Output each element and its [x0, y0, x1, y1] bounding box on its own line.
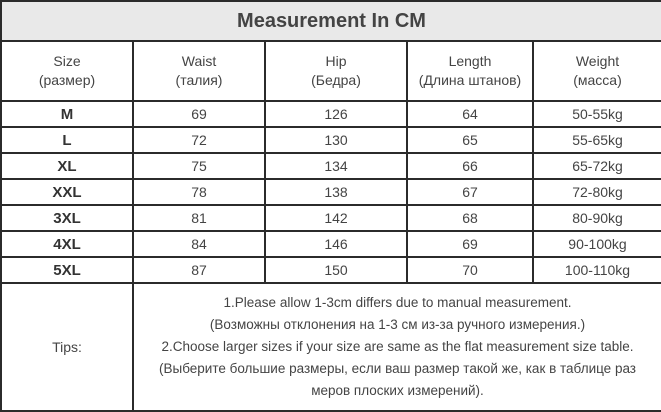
length-cell: 68	[407, 205, 533, 231]
header-size-ru: (размер)	[38, 72, 96, 88]
size-cell: 3XL	[1, 205, 133, 231]
weight-cell: 55-65kg	[533, 127, 661, 153]
tips-label: Tips:	[1, 283, 133, 411]
table-row	[1, 257, 661, 283]
waist-cell: 75	[133, 153, 265, 179]
tip-line-2: 2.Choose larger sizes if your size are same as the flat measurement size table.	[161, 339, 634, 354]
size-cell: 4XL	[1, 231, 133, 257]
header-weight-ru: (масса)	[573, 72, 622, 88]
header-hip-en: Hip	[325, 53, 347, 69]
tip-line-2-ru-cont: меров плоских измерений).	[311, 383, 484, 398]
header-row	[1, 41, 661, 101]
header-hip	[265, 41, 407, 101]
length-cell: 64	[407, 101, 533, 127]
header-size-en: Size	[53, 53, 81, 69]
waist-cell: 69	[133, 101, 265, 127]
waist-cell: 78	[133, 179, 265, 205]
hip-cell: 134	[265, 153, 407, 179]
header-length-ru: (Длина штанов)	[418, 72, 522, 88]
table-row	[1, 205, 661, 231]
header-hip-ru: (Бедра)	[311, 72, 361, 88]
table-row	[1, 179, 661, 205]
waist-cell: 87	[133, 257, 265, 283]
hip-cell: 138	[265, 179, 407, 205]
hip-cell: 130	[265, 127, 407, 153]
hip-cell: 142	[265, 205, 407, 231]
table-row	[1, 127, 661, 153]
weight-cell: 72-80kg	[533, 179, 661, 205]
table-row	[1, 153, 661, 179]
waist-cell: 84	[133, 231, 265, 257]
tip-line-2-ru: (Выберите большие размеры, если ваш размер такой же, как в таблице раз	[158, 361, 636, 376]
header-waist-ru: (талия)	[175, 72, 223, 88]
hip-cell: 150	[265, 257, 407, 283]
header-length-en: Length	[448, 53, 492, 69]
size-cell: L	[1, 127, 133, 153]
weight-cell: 90-100kg	[533, 231, 661, 257]
table-title: Measurement In CM	[1, 1, 661, 41]
size-cell: 5XL	[1, 257, 133, 283]
header-length	[407, 41, 533, 101]
tips-row	[1, 283, 661, 411]
size-cell: M	[1, 101, 133, 127]
weight-cell: 65-72kg	[533, 153, 661, 179]
length-cell: 67	[407, 179, 533, 205]
length-cell: 70	[407, 257, 533, 283]
header-weight-en: Weight	[575, 53, 620, 69]
tip-line-1: 1.Please allow 1-3cm differs due to manual measurement.	[223, 295, 572, 310]
hip-cell: 126	[265, 101, 407, 127]
hip-cell: 146	[265, 231, 407, 257]
header-size	[1, 41, 133, 101]
table-row	[1, 101, 661, 127]
size-cell: XL	[1, 153, 133, 179]
waist-cell: 81	[133, 205, 265, 231]
tip-line-1-ru: (Возможны отклонения на 1-3 см из-за ручного измерения.)	[209, 317, 586, 332]
header-waist	[133, 41, 265, 101]
length-cell: 65	[407, 127, 533, 153]
weight-cell: 100-110kg	[533, 257, 661, 283]
waist-cell: 72	[133, 127, 265, 153]
length-cell: 69	[407, 231, 533, 257]
header-waist-en: Waist	[181, 53, 217, 69]
length-cell: 66	[407, 153, 533, 179]
tips-content	[133, 283, 661, 411]
weight-cell: 50-55kg	[533, 101, 661, 127]
size-cell: XXL	[1, 179, 133, 205]
header-weight	[533, 41, 661, 101]
weight-cell: 80-90kg	[533, 205, 661, 231]
table-row	[1, 231, 661, 257]
